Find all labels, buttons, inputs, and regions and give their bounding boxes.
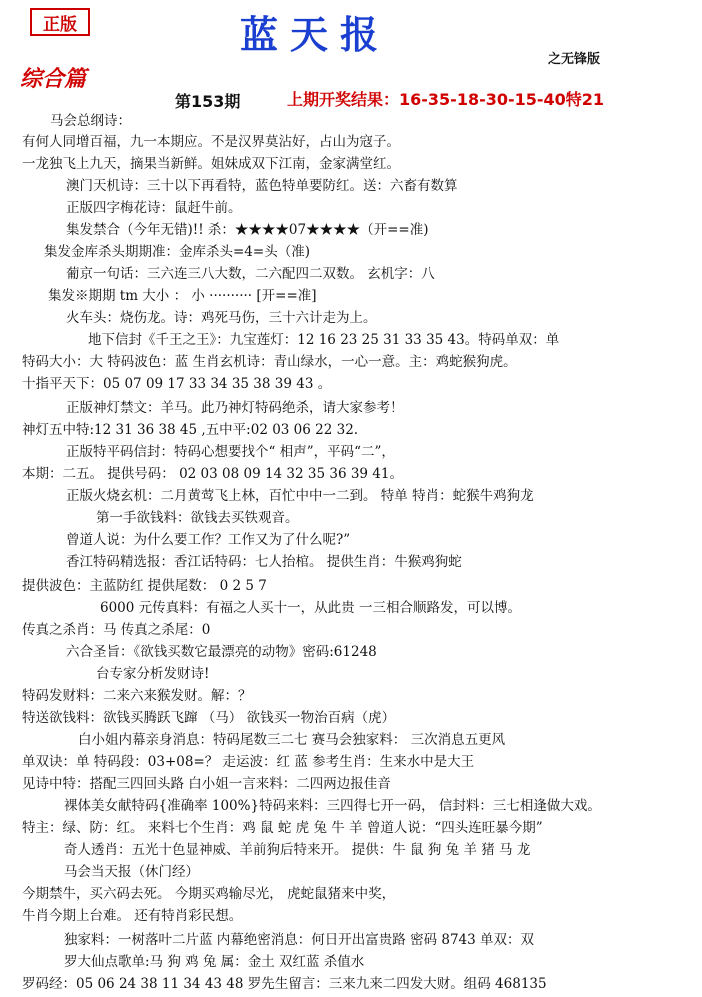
text-line: 罗大仙点歌单:马 狗 鸡 兔 属：金土 双红蓝 杀值水 xyxy=(64,954,365,970)
text-line: 台专家分析发财诗! xyxy=(96,666,210,682)
last-draw-result: 上期开奖结果：16-35-18-30-15-40特21 xyxy=(287,90,605,109)
text-line: 6000 元传真料：有福之人买十一，从此贵 一三相合顺路发，可以博。 xyxy=(100,600,521,616)
text-line: 第一手欲钱料：欲钱去买铁观音。 xyxy=(96,510,299,526)
text-line: 曾道人说：为什么要工作？工作又为了什么呢?” xyxy=(66,532,351,548)
text-line: 香江特码精选报：香江话特码：七人抬棺。 提供生肖：牛猴鸡狗蛇 xyxy=(66,554,462,570)
text-line: 葡京一句话：三六连三八大数，二六配四二双数。 玄机字：八 xyxy=(66,266,435,282)
text-line: 白小姐内幕亲身消息：特码尾数三二七 赛马会独家料： 三次消息五更风 xyxy=(78,732,506,748)
text-line: 牛肖今期上台难。 还有特肖彩民想。 xyxy=(22,908,243,924)
text-line: 特主：绿、防：红。 来料七个生肖：鸡 鼠 蛇 虎 兔 牛 羊 曾道人说：“四头连旺暴今期” xyxy=(22,820,543,836)
text-line: 特送欲钱料：欲钱买腾跃飞蹿 （马） 欲钱买一物治百病（虎） xyxy=(22,710,396,726)
text-line: 特码大小：大 特码波色：蓝 生肖玄机诗：青山绿水，一心一意。主：鸡蛇猴狗虎。 xyxy=(22,354,517,370)
text-line: 十指平天下：05 07 09 17 33 34 35 38 39 43 。 xyxy=(22,376,332,392)
authentic-badge: 正版 xyxy=(30,8,90,36)
text-line: 一龙独飞上九天，摘果当新鲜。姐妹成双下江南，金家满堂红。 xyxy=(22,156,400,172)
text-line: 见诗中特：搭配三四回头路 白小姐一言来料：二四两边报佳音 xyxy=(22,776,391,792)
text-line: 正版火烧玄机：二月黄莺飞上林，百忙中中一二到。 特单 特肖：蛇猴牛鸡狗龙 xyxy=(66,488,534,504)
text-line: 火车头：烧伤龙。诗：鸡死马伤，三十六计走为上。 xyxy=(66,310,377,326)
issue-number: 第153期 xyxy=(175,92,241,111)
text-line: 有何人同增百福，九一本期应。不是汉界莫沾好，占山为寇子。 xyxy=(22,134,400,150)
text-line: 正版特平码信封：特码心想要找个“ 相声”，平码“二”， xyxy=(66,444,395,460)
newspaper-title: 蓝天报 xyxy=(240,12,391,57)
section-label: 综合篇 xyxy=(20,67,87,92)
text-line: 正版神灯禁文：羊马。此乃神灯特码绝杀，请大家参考！ xyxy=(66,400,404,416)
text-line: 单双诀：单 特码段：03+08=？ 走运波：红 蓝 参考生肖：生来水中是大王 xyxy=(22,754,475,770)
text-line: 集发禁合（今年无错)!! 杀：★★★★07★★★★（开==准) xyxy=(66,222,429,238)
text-line: 马会当天报（休门经） xyxy=(64,864,199,880)
text-line: 神灯五中特:12 31 36 38 45 ,五中平:02 03 06 22 32. xyxy=(22,422,359,438)
text-line: 地下信封《千王之王》：九宝莲灯：12 16 23 25 31 33 35 43。特码单双：单 xyxy=(88,332,560,348)
text-line: 澳门天机诗：三十以下再看特，蓝色特单要防红。送：六畜有数算 xyxy=(66,178,458,194)
text-line: 裸体美女献特码{准确率 100%}特码来料：三四得七开一码， 信封料：三七相逢做大戏。 xyxy=(64,798,601,814)
text-line: 集发金库杀头期期准：金库杀头=4=头（准) xyxy=(44,244,310,260)
text-line: 传真之杀肖：马 传真之杀尾：0 xyxy=(22,622,211,638)
text-line: 独家料：一树落叶二片蓝 内幕绝密消息：何日开出富贵路 密码 8743 单双：双 xyxy=(64,932,535,948)
edition-label: 之无锋版 xyxy=(548,52,601,67)
text-line: 马会总纲诗： xyxy=(50,113,131,129)
text-line: 六合圣旨：《欲钱买数它最漂亮的动物》密码:61248 xyxy=(66,644,377,660)
text-line: 奇人透肖：五光十色显神威、羊前狗后特来开。 提供：牛 鼠 狗 兔 羊 猪 马 龙 xyxy=(64,842,531,858)
text-line: 提供波色：主蓝防红 提供尾数： 0 2 5 7 xyxy=(22,578,267,594)
text-line: 正版四字梅花诗：鼠赶牛前。 xyxy=(66,200,242,216)
text-line: 本期：二五。 提供号码： 02 03 08 09 14 32 35 36 39 41。 xyxy=(22,466,403,482)
text-line: 特码发财料：二来六来猴发财。解：？ xyxy=(22,688,252,704)
text-line: 今期禁牛，买六码去死。 今期买鸡输尽光， 虎蛇鼠猪来中奖， xyxy=(22,886,396,902)
text-line: 集发※期期 tm 大小 ： 小 ·········· [开==准] xyxy=(48,288,317,304)
text-line: 罗码经：05 06 24 38 11 34 43 48 罗先生留言：三来九来二四发大财。组码 468135 xyxy=(22,976,547,992)
